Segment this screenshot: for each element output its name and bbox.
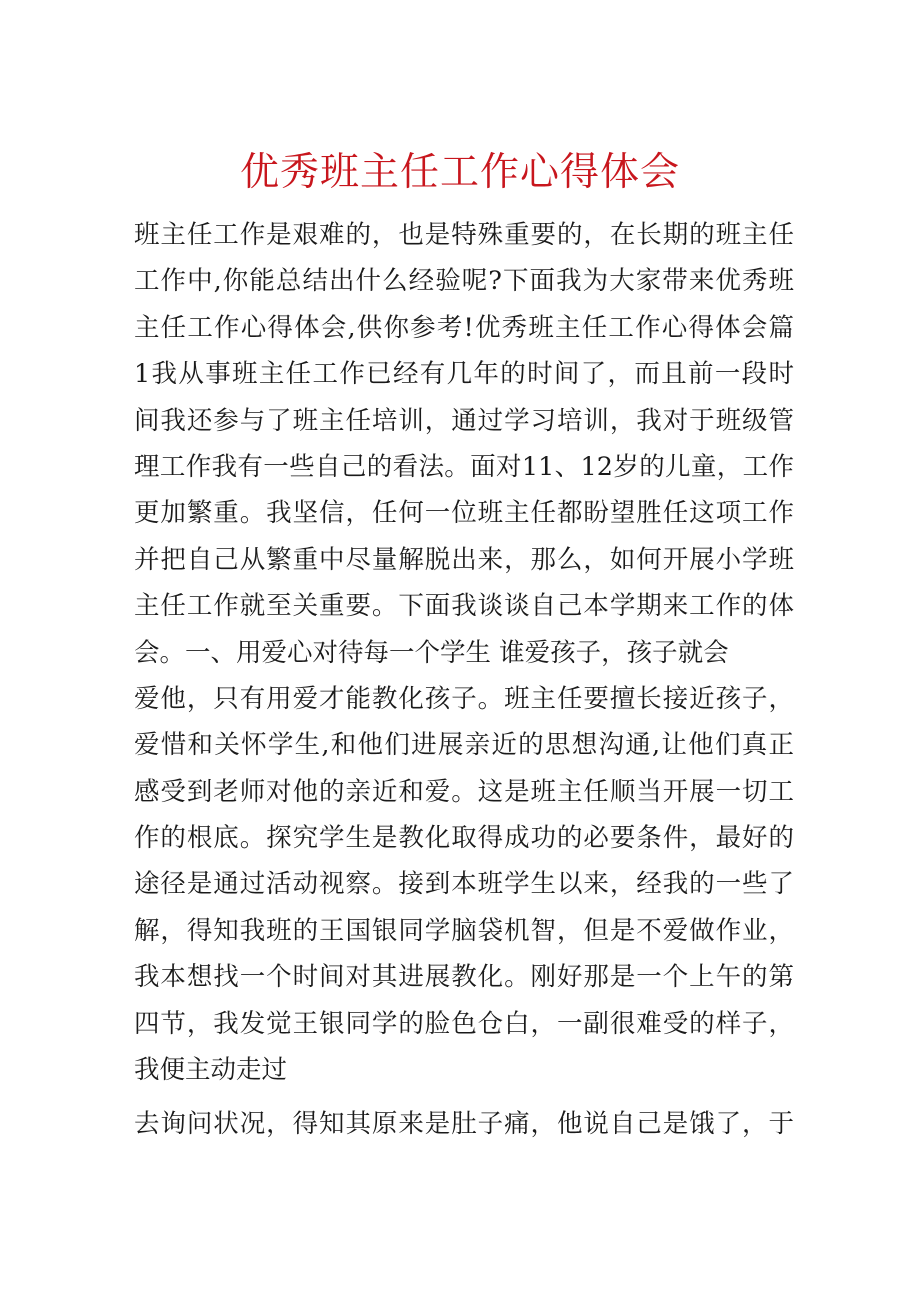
text-line: 作的根底。探究学生是教化取得成功的必要条件，最好的	[134, 823, 794, 854]
text-line: 感受到老师对他的亲近和爱。这是班主任顺当开展一切工	[134, 776, 794, 807]
paragraph-gap	[134, 1093, 794, 1101]
text-line: 途径是通过活动视察。接到本班学生以来，经我的一些了	[134, 869, 794, 900]
text-line: 去询问状况，得知其原来是肚子痛，他说自己是饿了，于	[134, 1109, 794, 1140]
document-title: 优秀班主任工作心得体会	[239, 150, 680, 195]
text-line: 更加繁重。我坚信，任何一位班主任都盼望胜任这项工作	[134, 498, 794, 529]
text-line: 爱惜和关怀学生,和他们进展亲近的思想沟通,让他们真正	[134, 730, 794, 761]
text-line: 间我还参与了班主任培训，通过学习培训，我对于班级管	[134, 405, 794, 436]
text-line: 理工作我有一些自己的看法。面对11、12岁的儿童，工作	[134, 451, 794, 482]
text-line: 并把自己从繁重中尽量解脱出来，那么，如何开展小学班	[134, 544, 794, 575]
text-line: 主任工作心得体会,供你参考!优秀班主任工作心得体会篇	[134, 312, 794, 343]
text-line: 会。一、用爱心对待每一个学生 谁爱孩子，孩子就会	[134, 637, 729, 668]
text-line: 爱他，只有用爱才能教化孩子。班主任要擅长接近孩子，	[134, 683, 794, 714]
text-line: 我便主动走过	[134, 1055, 288, 1086]
text-line: 四节，我发觉王银同学的脸色仓白，一副很难受的样子，	[134, 1008, 794, 1039]
text-line: 工作中,你能总结出什么经验呢?下面我为大家带来优秀班	[134, 266, 794, 297]
text-line: 主任工作就至关重要。下面我谈谈自己本学期来工作的体	[134, 591, 794, 622]
text-line: 解，得知我班的王国银同学脑袋机智，但是不爱做作业，	[134, 915, 794, 946]
text-line: 我本想找一个时间对其进展教化。刚好那是一个上午的第	[134, 962, 794, 993]
text-line: 班主任工作是艰难的，也是特殊重要的，在长期的班主任	[134, 220, 794, 250]
text-line: 1我从事班主任工作已经有几年的时间了，而且前一段时	[134, 359, 794, 390]
document-body	[134, 212, 794, 1148]
